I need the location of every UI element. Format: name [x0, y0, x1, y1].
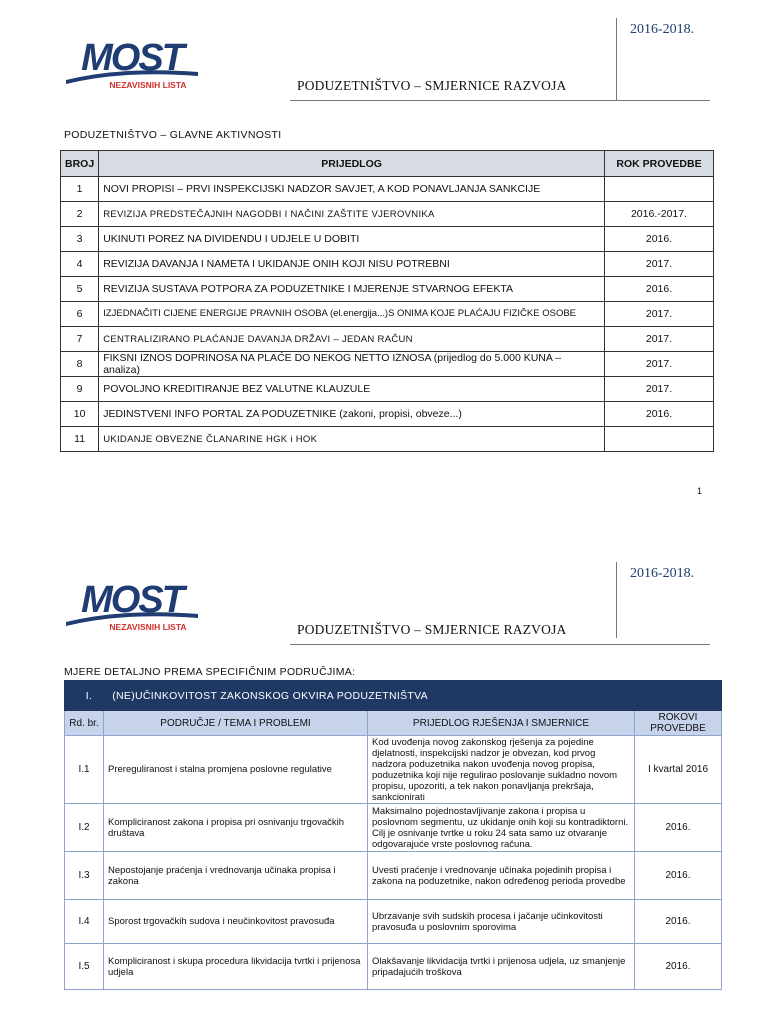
table-row [65, 944, 722, 990]
table-row [61, 377, 714, 402]
row-deadline: 2016. [605, 277, 714, 302]
svg-text:MOST: MOST [81, 37, 183, 79]
section-title: MJERE DETALJNO PREMA SPECIFIČNIM PODRUČJIMA: [64, 666, 356, 678]
page-gap [0, 512, 768, 548]
row-number: I.5 [65, 944, 104, 990]
table-row [61, 227, 714, 252]
most-logo [64, 578, 200, 634]
row-deadline: 2016. [635, 944, 722, 990]
most-logo [64, 36, 200, 92]
table-header-row [61, 151, 714, 177]
category-band-row [65, 681, 722, 711]
row-problem: Kompliciranost i skupa procedura likvidacija tvrtki i prijenosa udjela [104, 944, 368, 990]
row-number: I.4 [65, 900, 104, 944]
header-vertical-rule [616, 562, 617, 638]
header-podrucje: PODRUČJE / TEMA I PROBLEMI [104, 711, 368, 736]
activities-table [60, 150, 714, 452]
row-proposal: UKIDANJE OBVEZNE ČLANARINE HGK i HOK [99, 427, 605, 452]
document-title: PODUZETNIŠTVO – SMJERNICE RAZVOJA [297, 622, 567, 637]
row-deadline: 2016. [635, 852, 722, 900]
table-row [61, 177, 714, 202]
svg-text:NEZAVISNIH LISTA: NEZAVISNIH LISTA [109, 622, 187, 632]
row-proposal: CENTRALIZIRANO PLAĆANJE DAVANJA DRŽAVI – JEDAN RAČUN [99, 327, 605, 352]
row-proposal: REVIZIJA DAVANJA I NAMETA I UKIDANJE ONIH KOJI NISU POTREBNI [99, 252, 605, 277]
row-proposal: REVIZIJA SUSTAVA POTPORA ZA PODUZETNIKE I MJERENJE STVARNOG EFEKTA [99, 277, 605, 302]
year-range: 2016-2018. [630, 566, 695, 581]
row-problem: Nepostojanje praćenja i vrednovanja učinaka propisa i zakona [104, 852, 368, 900]
row-problem: Sporost trgovačkih sudova i neučinkovitost pravosuđa [104, 900, 368, 944]
row-proposal: IZJEDNAČITI CIJENE ENERGIJE PRAVNIH OSOBA (el.energija...)S ONIMA KOJE PLAĆAJU FIZIČKE OSOBE [99, 302, 605, 327]
header-vertical-rule [616, 18, 617, 100]
table-row [61, 252, 714, 277]
row-number: 3 [61, 227, 99, 252]
row-number: 2 [61, 202, 99, 227]
table-header-row [65, 711, 722, 736]
row-deadline: 2016. [635, 900, 722, 944]
header-horizontal-rule [290, 100, 710, 101]
header-rok-provedbe: ROK PROVEDBE [605, 151, 714, 177]
document-title: PODUZETNIŠTVO – SMJERNICE RAZVOJA [297, 78, 567, 93]
header-rokovi-provedbe: ROKOVI PROVEDBE [635, 711, 722, 736]
row-number: 11 [61, 427, 99, 452]
band-number: I. [85, 689, 93, 702]
row-number: I.3 [65, 852, 104, 900]
row-number: 4 [61, 252, 99, 277]
row-solution: Olakšavanje likvidacija tvrtki i prijenosa udjela, uz smanjenje pripadajućih troškova [368, 944, 635, 990]
row-solution: Uvesti praćenje i vrednovanje učinaka pojedinih propisa i zakona na poduzetnike, nakon određenog perioda provedbe [368, 852, 635, 900]
row-problem: Kompliciranost zakona i propisa pri osnivanju trgovačkih društava [104, 804, 368, 852]
row-number: 7 [61, 327, 99, 352]
row-number: 9 [61, 377, 99, 402]
row-problem: Prereguliranost i stalna promjena poslovne regulative [104, 736, 368, 804]
row-proposal: NOVI PROPISI – PRVI INSPEKCIJSKI NADZOR SAVJET, A KOD PONAVLJANJA SANKCIJE [99, 177, 605, 202]
row-proposal: FIKSNI IZNOS DOPRINOSA NA PLAĆE DO NEKOG NETTO IZNOSA (prijedlog do 5.000 KUNA – analiza) [99, 352, 605, 377]
row-deadline: 2017. [605, 327, 714, 352]
row-solution: Kod uvođenja novog zakonskog rješenja za pojedine djelatnosti, inspekcijski nadzor je obvezan, kod prvog nadzora poduzetnika nakon uvođenja novog propisa, poduzetnika koji nije regulirao poslovanje sukladno novom propisu, upozoriti, a tek nakon ponavljanja prekršaja, sankcionirati [368, 736, 635, 804]
document-page-2 [0, 548, 768, 1024]
header-broj: BROJ [61, 151, 99, 177]
row-proposal: UKINUTI POREZ NA DIVIDENDU I UDJELE U DOBITI [99, 227, 605, 252]
table-row [65, 736, 722, 804]
row-proposal: REVIZIJA PREDSTEČAJNIH NAGODBI I NAČINI ZAŠTITE VJEROVNIKA [99, 202, 605, 227]
year-range: 2016-2018. [630, 22, 695, 37]
row-proposal: POVOLJNO KREDITIRANJE BEZ VALUTNE KLAUZULE [99, 377, 605, 402]
svg-text:NEZAVISNIH LISTA: NEZAVISNIH LISTA [109, 80, 187, 90]
header-rd-br: Rd. br. [65, 711, 104, 736]
row-deadline [605, 427, 714, 452]
row-deadline: 2017. [605, 302, 714, 327]
section-title: PODUZETNIŠTVO – GLAVNE AKTIVNOSTI [64, 129, 282, 141]
header-prijedlog: PRIJEDLOG [99, 151, 605, 177]
page-number: 1 [697, 486, 703, 496]
row-deadline [605, 177, 714, 202]
row-deadline: 2017. [605, 252, 714, 277]
row-number: 5 [61, 277, 99, 302]
row-deadline: 2016. [605, 402, 714, 427]
row-number: I.1 [65, 736, 104, 804]
table-row [61, 327, 714, 352]
table-row [61, 402, 714, 427]
row-number: I.2 [65, 804, 104, 852]
row-deadline: 2016. [605, 227, 714, 252]
svg-text:MOST: MOST [81, 579, 183, 621]
table-row [65, 900, 722, 944]
row-number: 8 [61, 352, 99, 377]
table-row [61, 352, 714, 377]
table-row [61, 427, 714, 452]
row-deadline: 2017. [605, 352, 714, 377]
row-solution: Maksimalno pojednostavljivanje zakona i propisa u poslovnom segmentu, uz ukidanje onih koji su kontradiktorni. Cilj je osnivanje tvrtke u roku 24 sata samo uz otvaranje odgovarajuće vrste poslovnog računa. [368, 804, 635, 852]
row-deadline: 2016.-2017. [605, 202, 714, 227]
table-row [65, 804, 722, 852]
table-row [61, 202, 714, 227]
row-deadline: I kvartal 2016 [635, 736, 722, 804]
header-prijedlog-rjesenja: PRIJEDLOG RJEŠENJA I SMJERNICE [368, 711, 635, 736]
row-number: 1 [61, 177, 99, 202]
table-row [61, 302, 714, 327]
table-row [61, 277, 714, 302]
band-label: (NE)UČINKOVITOST ZAKONSKOG OKVIRA PODUZETNIŠTVA [112, 689, 428, 702]
row-deadline: 2017. [605, 377, 714, 402]
measures-table [64, 680, 722, 990]
row-solution: Ubrzavanje svih sudskih procesa i jačanje učinkovitosti pravosuđa u poslovnim sporovima [368, 900, 635, 944]
row-number: 10 [61, 402, 99, 427]
table-row [65, 852, 722, 900]
row-deadline: 2016. [635, 804, 722, 852]
header-horizontal-rule [290, 644, 710, 645]
row-proposal: JEDINSTVENI INFO PORTAL ZA PODUZETNIKE (zakoni, propisi, obveze...) [99, 402, 605, 427]
row-number: 6 [61, 302, 99, 327]
